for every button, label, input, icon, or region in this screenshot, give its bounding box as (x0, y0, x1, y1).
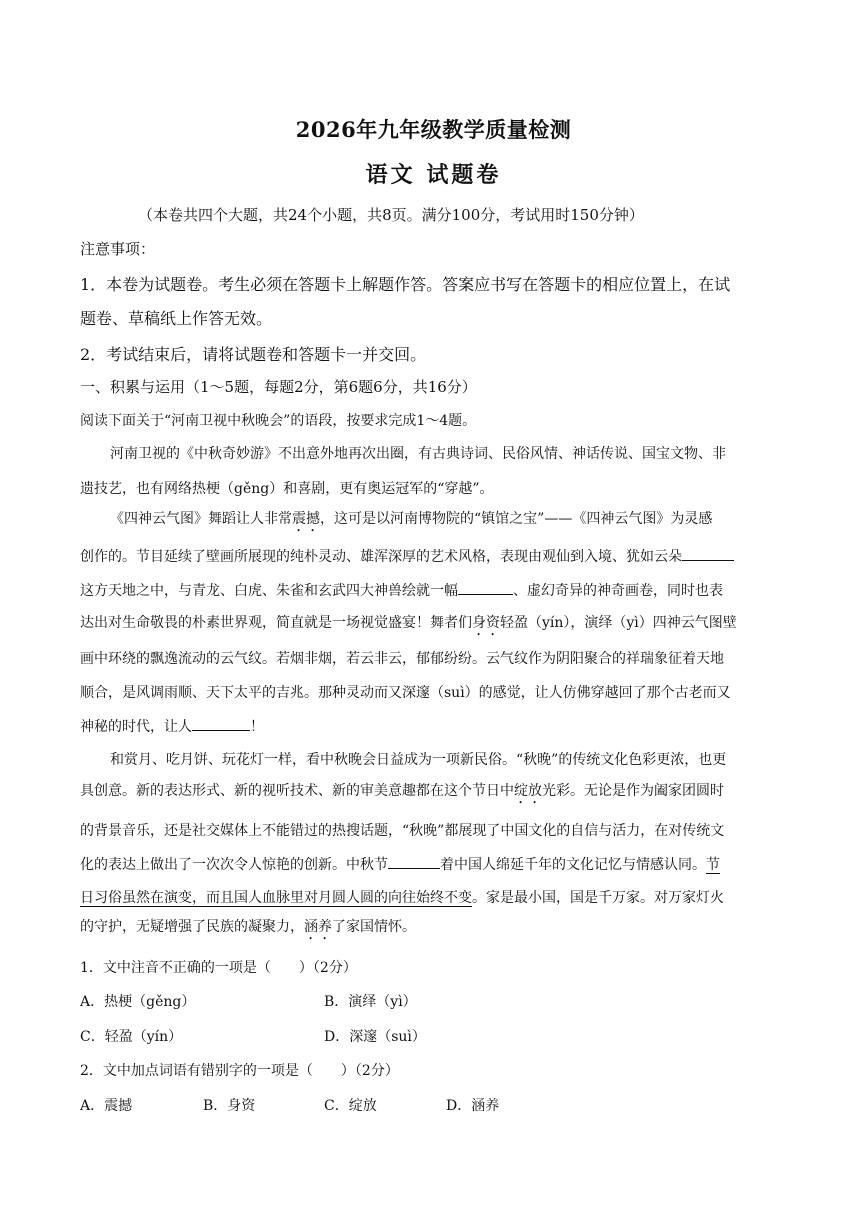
underlined-sentence-start: 节 (706, 857, 720, 873)
exam-title: 2026年九年级教学质量检测 (295, 117, 572, 142)
passage-p2-line-4: 达出对生命敬畏的朴素世界观，简直就是一场视觉盛宴！舞者们身资轻盈（yín），演绎（yì）四神云气图壁 (80, 615, 737, 631)
question-1-option-d[interactable]: D．深邃（suì） (324, 1029, 426, 1045)
fill-blank-2 (458, 580, 513, 595)
section-1-heading: 一、积累与运用（1～5题，每题2分，第6题6分，共16分） (80, 378, 477, 396)
passage-p2-line-7: 神秘的时代，让人 ！ (80, 716, 264, 736)
exam-note: （本卷共四个大题，共24个小题，共8页。满分100分，考试用时150分钟） (138, 206, 644, 224)
question-2-stem: 2．文中加点词语有错别字的一项是（ ）（2分） (80, 1063, 399, 1079)
passage-p1-line-1: 河南卫视的《中秋奇妙游》不出意外地再次出圈，有古典诗词、民俗风情、神话传说、国宝文物、非 (110, 446, 726, 462)
passage-p3-line-4: 化的表达上做出了一次次令人惊艳的创新。中秋节 着中国人绵延千年的文化记忆与情感认同。节 (80, 854, 720, 874)
notice-heading: 注意事项： (80, 240, 156, 258)
passage-p3-line-1: 和赏月、吃月饼、玩花灯一样，看中秋晚会日益成为一项新民俗。“秋晚”的传统文化色彩更浓，也更 (110, 752, 727, 768)
question-2-option-d[interactable]: D．涵养 (446, 1098, 500, 1114)
fill-blank-4 (388, 854, 440, 869)
passage-p2-line-2: 创作的。节目延续了壁画所展现的纯朴灵动、雄浑深厚的艺术风格，表现由观仙到入境、犹如云朵 (80, 546, 734, 566)
dotted-word-shenzi: 身资 (472, 615, 500, 631)
question-2-option-c[interactable]: C．绽放 (324, 1098, 377, 1114)
fill-blank-3 (192, 716, 250, 731)
notice-item-1-line-1: 1．本卷为试题卷。考生必须在答题卡上解题作答。答案应书写在答题卡的相应位置上，在试 (80, 275, 731, 294)
dotted-word-hanyang: 涵养 (304, 919, 332, 935)
dotted-word-zhenhan: 震撼 (292, 511, 320, 527)
fill-blank-1 (682, 546, 734, 561)
passage-p3-line-5: 日习俗虽然在演变，而且国人血脉里对月圆人圆的向往始终不变。家是最小国，国是千万家。对万家灯火 (80, 890, 724, 906)
passage-p2-line-5: 画中环绕的飘逸流动的云气纹。若烟非烟，若云非云，郁郁纷纷。云气纹作为阴阳聚合的祥瑞象征着天地 (80, 651, 724, 667)
exam-subtitle: 语文 试题卷 (365, 162, 502, 188)
notice-item-1-line-2: 题卷、草稿纸上作答无效。 (80, 309, 273, 328)
passage-p3-line-6: 的守护，无疑增强了民族的凝聚力，涵养了家国情怀。 (80, 919, 416, 935)
passage-p3-line-2: 具创意。新的表达形式、新的视听技术、新的审美意趣都在这个节日中绽放光彩。无论是作为阖家团圆时 (80, 783, 724, 799)
passage-p3-line-3: 的背景音乐，还是社交媒体上不能错过的热搜话题，“秋晚”都展现了中国文化的自信与活力，在对传统文 (80, 823, 725, 839)
question-1-option-c[interactable]: C．轻盈（yín） (80, 1029, 183, 1045)
underlined-sentence: 日习俗虽然在演变，而且国人血脉里对月圆人圆的向往始终不变 (80, 890, 472, 906)
question-1-option-b[interactable]: B．演绎（yì） (324, 994, 417, 1010)
passage-p2-line-1: 《四神云气图》舞蹈让人非常震撼，这可是以河南博物院的“镇馆之宝”——《四神云气图》为灵感 (110, 511, 713, 527)
notice-item-2: 2．考试结束后，请将试题卷和答题卡一并交回。 (80, 345, 427, 364)
passage-p1-line-2: 遗技艺，也有网络热梗（gěng）和喜剧，更有奥运冠军的“穿越”。 (80, 481, 494, 497)
question-1-stem: 1．文中注音不正确的一项是（ ）（2分） (80, 960, 357, 976)
passage-p2-line-6: 顺合，是风调雨顺、天下太平的吉兆。那种灵动而又深邃（suì）的感觉，让人仿佛穿越回了那个古老而又 (80, 685, 731, 701)
question-1-option-a[interactable]: A．热梗（gěng） (80, 994, 196, 1010)
question-2-option-a[interactable]: A．震撼 (80, 1098, 133, 1114)
dotted-word-zhanfang: 绽放 (514, 783, 542, 799)
question-2-option-b[interactable]: B．身资 (203, 1098, 256, 1114)
section-1-instruction: 阅读下面关于“河南卫视中秋晚会”的语段，按要求完成1～4题。 (80, 413, 477, 429)
passage-p2-line-3: 这方天地之中，与青龙、白虎、朱雀和玄武四大神兽绘就一幅 、虚幻奇异的神奇画卷，同时也表 (80, 580, 723, 600)
